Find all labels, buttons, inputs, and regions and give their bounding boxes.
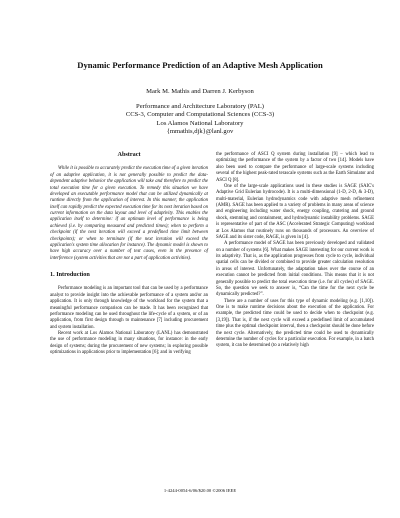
right-column <box>216 152 374 350</box>
copyright-footer: 1-4244-0054-6/06/$20.00 ©2006 IEEE <box>163 488 237 493</box>
affiliation-line: Los Alamos National Laboratory <box>156 119 244 127</box>
body-paragraph: A performance model of SAGE has been previously developed and validated on a number of systems [6]. What makes SAGE interesting for our current work is its adaptivity. That is, as the application progresses from cycle to cycle, individual spatial cells can be divided or combined to provide greater calculation resolution in areas of interest. Unfortunately, the adaptation takes over the course of an execution cannot be predicted from initial conditions. This means that it is not generally possible to predict the total execution time (i.e. for all cycles) of SAGE. So, the question we seek to answer is, “Can the time for the next cycle be dynamically predicted?”. <box>216 241 374 298</box>
author-names: Mark M. Mathis and Darren J. Kerbyson <box>146 88 254 95</box>
abstract <box>50 166 208 262</box>
abstract-text: While it is possible to accurately predict the execution time of a given iteration of an adaptive application, it is not generally possible to predict the data-dependent adaptive behavior the application will take and therefore to predict the total execution time for a given execution. To remedy this situation we have developed an executable performance model that can be utilized dynamically at runtime directly from the application of interest. In this manner, the application itself can rapidly predict the expected execution time for its next iteration based on current information on the data layout and level of adaptivity. This enables the application itself to determine: if an optimum level of performance is being achieved (i.e. by comparing measured and predicted times); when to perform a checkpoint (if the next iteration will exceed a predefined time limit between checkpoints); or when to terminate (if the next iteration will exceed the application's system time allocation for instance). The dynamic model is shown to have high accuracy over a number of test cases, even in the presence of interference (system activities that are not a part of application activities). <box>50 166 208 261</box>
section-heading: 1. Introduction <box>50 271 90 278</box>
body-paragraph: One of the large-scale applications used in these studies is SAGE (SAIC's Adaptive Grid Eulerian hydrocode). It is a multi-dimensional (1-D, 2-D, & 3-D), multi-material, Eulerian hydrodynamics code with adaptive mesh refinement (AMR). SAGE has been applied to a variety of problems in many areas of science and engineering including water shock, energy coupling, cratering and ground shock, stemming and containment, and hydrodynamic instability problems. SAGE is representative of part of the ASC (Accelerated Strategic Computing) workload at Los Alamos that routinely runs on thousands of processors. An overview of SAGE and its sister code, RAGE, is given in [4]. <box>216 183 374 240</box>
author-block <box>20 88 380 137</box>
left-column <box>50 152 208 357</box>
body-paragraph: Recent work at Los Alamos National Laboratory (LANL) has demonstrated the use of performance modeling in many situations, for instance: in the early design of systems; during the procurement of new systems; in exploring possible optimizations in applications prior to implementation [6]; and in verifying <box>50 331 208 356</box>
body-paragraph: Performance modeling is an important tool that can be used by a performance analyst to provide insight into the achievable performance of a system and/or an application. It is only through knowledge of the workload for the system that a meaningful performance comparison can be made. It has been recognized that performance modeling can be used throughout the life-cycle of a system, or of an application, from first design through to maintenance [7] including procurement and system installation. <box>50 286 208 330</box>
abstract-heading: Abstract <box>117 151 141 158</box>
body-paragraph: There are a number of uses for this type of dynamic modeling (e.g. [1,10]). One is to make runtime decisions about the execution of the application. For example, the predicted time could be used to decide when to checkpoint (e.g. [3,19]). That is, if the next cycle will exceed a predefined limit of accumulated time plus the optimal checkpoint interval, then a checkpoint should be done before the next cycle. Alternatively, the predicted time could be used to dynamically determine the number of cycles for a particular execution. For example, in a batch system, it can be determined (to a relatively high <box>216 298 374 349</box>
affiliation-line: CCS-3, Computer and Computational Sciences (CCS-3) <box>125 111 275 118</box>
author-email: {mmathis,djk}@lanl.gov <box>166 128 234 135</box>
affiliation-line: Performance and Architecture Laboratory (PAL) <box>136 102 264 110</box>
body-paragraph: the performance of ASCI Q system during installation [9] – which lead to optimizing the performance of the system by a factor of two [14]. Models have also been used to compare the performance of large-scale systems including several of the highest peak-rated terascale systems such as the Earth Simulator and ASCI Q [8]. <box>216 152 374 183</box>
paper-title: Dynamic Performance Prediction of an Adaptive Mesh Application <box>77 60 323 70</box>
